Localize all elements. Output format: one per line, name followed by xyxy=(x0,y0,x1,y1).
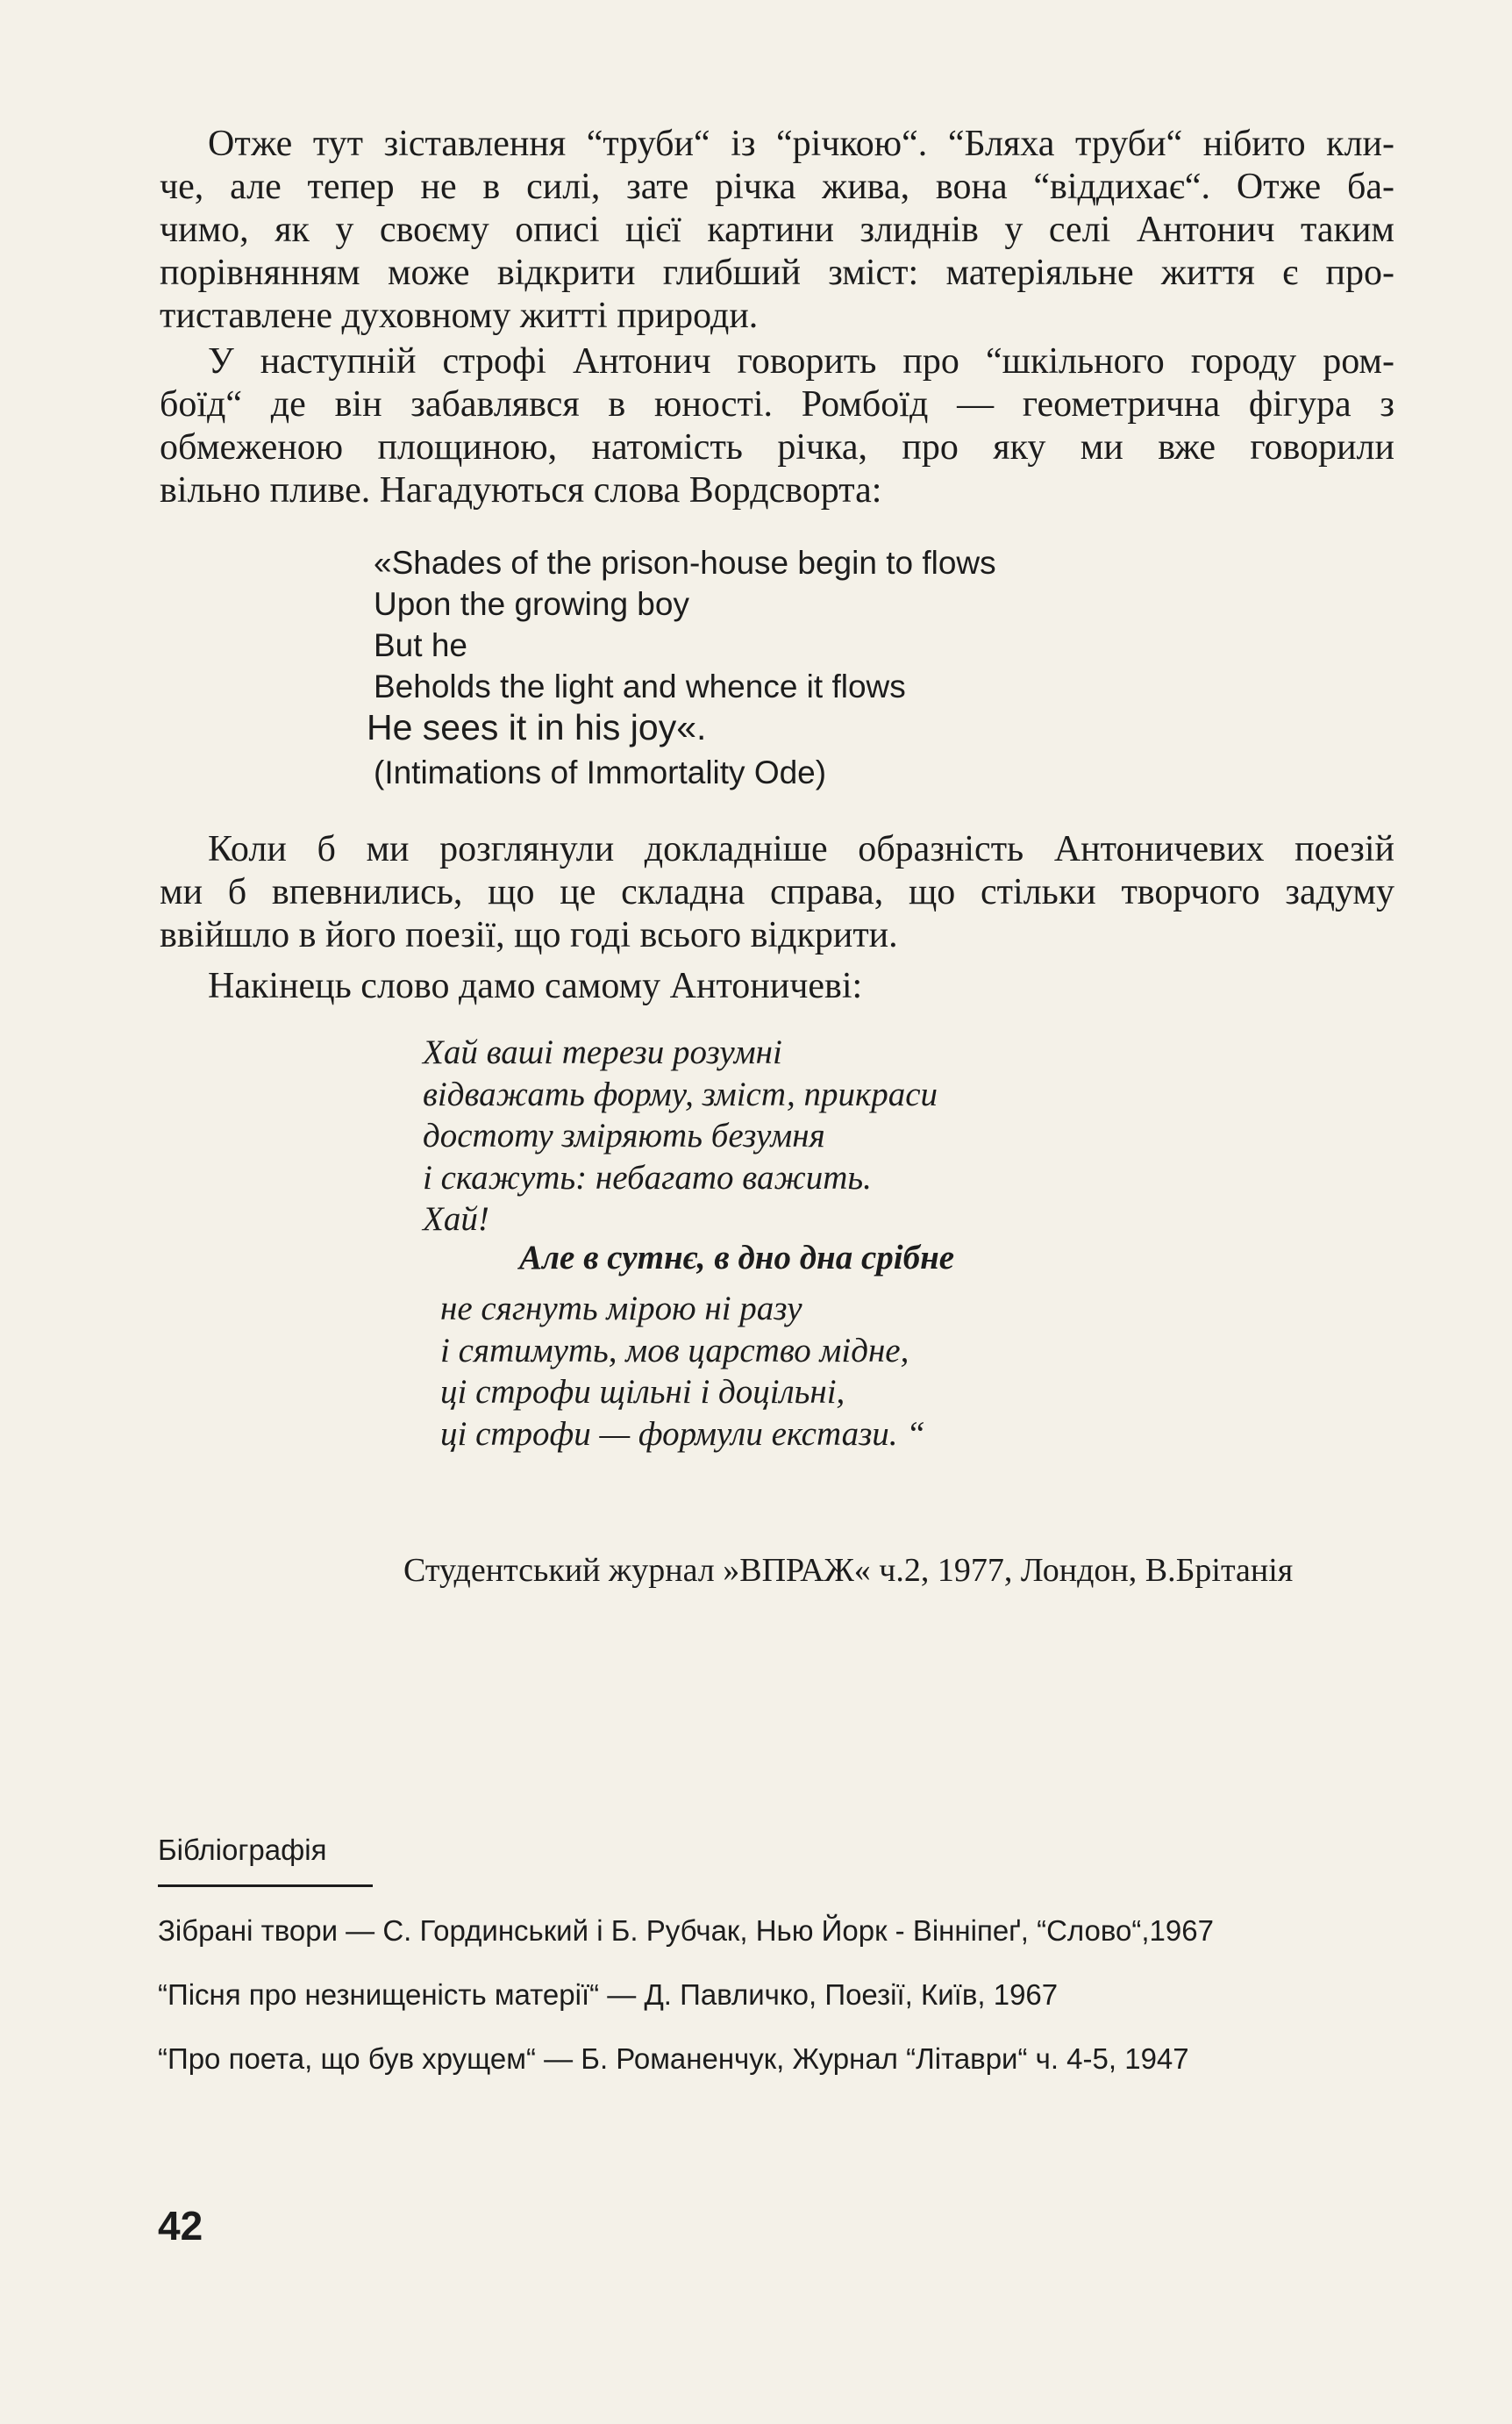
text-line: че, але тепер не в силі, зате річка жива, вона “віддихає“. Отже ба- xyxy=(160,167,1394,207)
bibliography-item: “Пісня про незнищеність матерії“ — Д. Павличко, Поезії, Київ, 1967 xyxy=(158,1978,1059,2011)
text-line: Накінець слово дамо самому Антоничеві: xyxy=(208,966,863,1006)
poem-line: Але в сутнє, в дно дна срібне xyxy=(519,1239,955,1276)
quote-line: «Shades of the prison-house begin to flows xyxy=(374,545,996,581)
poem-line: ці строфи — формули екстази. “ xyxy=(440,1414,925,1453)
poem-line: Хай! xyxy=(423,1200,489,1238)
text-line: Коли б ми розглянули докладніше образність Антоничевих поезій xyxy=(208,829,1394,869)
poem-line: Хай ваші терези розумні xyxy=(423,1033,782,1071)
paragraph-2 xyxy=(160,340,1394,512)
source-citation: Студентський журнал »ВПРАЖ« ч.2, 1977, Лондон, В.Брітанія xyxy=(403,1552,1294,1589)
quote-line: Beholds the light and whence it flows xyxy=(374,669,906,704)
text-line: ввійшло в його поезії, що годі всього відкрити. xyxy=(160,915,898,955)
quote-line: He sees it in his joy«. xyxy=(367,707,707,747)
text-line: Отже тут зіставлення “труби“ із “річкою“. “Бляха труби“ нібито кли- xyxy=(208,124,1394,164)
text-line: чимо, як у своєму описі цієї картини злиднів у селі Антонич таким xyxy=(160,210,1394,250)
text-line: порівнянням може відкрити глибший зміст: матеріяльне життя є про- xyxy=(160,253,1394,293)
quote-line: Upon the growing boy xyxy=(374,586,689,622)
poem-line: достоту зміряють безумня xyxy=(423,1117,825,1155)
bibliography-divider xyxy=(158,1884,373,1887)
text-line: боїд“ де він забавлявся в юності. Ромбоїд — геометрична фігура з xyxy=(160,384,1394,425)
poem-line: не сягнуть мірою ні разу xyxy=(440,1290,802,1327)
text-line: тиставлене духовному житті природи. xyxy=(160,296,759,336)
quote-line: But he xyxy=(374,627,467,663)
poem-line: відважать форму, зміст, прикраси xyxy=(423,1075,938,1113)
text-line: ми б впевнились, що це складна справа, що стільки творчого задуму xyxy=(160,872,1394,912)
quote-attribution: (Intimations of Immortality Ode) xyxy=(374,754,827,790)
text-line: обмеженою площиною, натомість річка, про яку ми вже говорили xyxy=(160,427,1394,468)
wordsworth-quote xyxy=(367,542,996,793)
bibliography-item: Зібрані твори — С. Гординський і Б. Рубчак, Нью Йорк - Вінніпеґ, “Слово“,1967 xyxy=(158,1914,1214,1947)
bibliography-item: “Про поета, що був хрущем“ — Б. Романенчук, Журнал “Літаври“ ч. 4-5, 1947 xyxy=(158,2042,1189,2075)
bibliography-heading: Бібліографія xyxy=(158,1834,327,1866)
paragraph-1 xyxy=(160,123,1394,338)
poem-emphasis-line xyxy=(519,1237,954,1279)
poem-line: і скажуть: небагато важить. xyxy=(423,1158,872,1197)
poem-stanza-2 xyxy=(440,1288,925,1455)
poem-line: ці строфи щільні і доцільні, xyxy=(440,1373,845,1411)
poem-line: і сятимуть, мов царство мідне, xyxy=(440,1331,909,1369)
text-line: вільно пливе. Нагадуються слова Вордсворта: xyxy=(160,470,882,511)
text-line: У наступній строфі Антонич говорить про “шкільного городу ром- xyxy=(208,341,1394,382)
paragraph-3 xyxy=(160,828,1394,957)
paragraph-4 xyxy=(160,965,1394,1008)
page-number: 42 xyxy=(158,2203,203,2249)
poem-stanza-1 xyxy=(423,1032,938,1241)
